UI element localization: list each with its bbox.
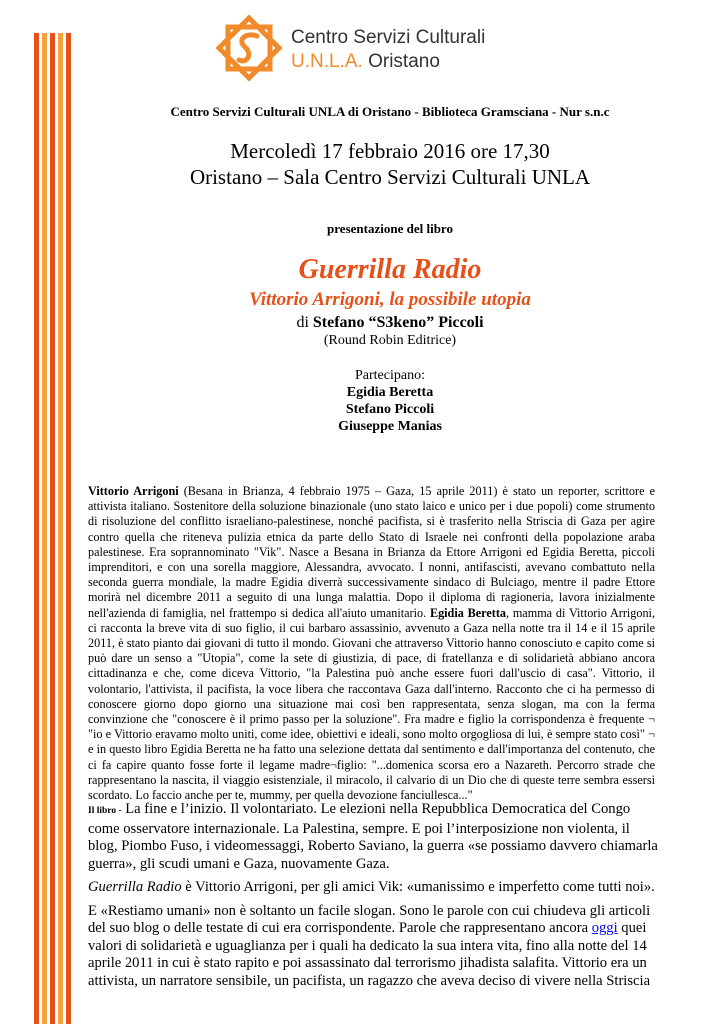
- libro-text: La fine e l’inizio. Il volontariato. Le elezioni nella Repubblica Democratica del Congo come osservatore internazionale. La Palestina, sempre. E poi l’interposizione non violenta, il blog, Piombo Fuso, i videomessaggi, Roberto Saviano, la guerra «se possiamo davvero chiamarla guerra», gli scudi umani e Gaza, nuovamente Gaza.: [88, 801, 658, 872]
- bio-text: (Besana in Brianza, 4 febbraio 1975 – Gaza, 15 aprile 2011) è stato un reporter, scrittore e attivista italiano. Sostenitore della soluzione binazionale (uno stato laico e unico per i due popoli) come strumento di risoluzione del conflitto israeliano-palestinese, nonché pacifista, si è trasferito nella Striscia di Gaza per agire contro quella che riteneva pulizia etnica da parte dello Stato di Israele nei confronti della popolazione araba palestinese. Era soprannominato "Vik". Nasce a Besana in Brianza da Ettore Arrigoni ed Egidia Beretta, piccoli imprenditori, e con una sorella maggiore, Alessandra, avvocato. I nonni, antifascisti, avevano combattuto nella seconda guerra mondiale, la madre Egidia diverrà successivamente sindaco di Bulciago, mentre il padre Ettore morirà nel dicembre 2011 a seguito di una lunga malattia. Dopo il diploma di ragioneria, lavora inizialmente nell'azienda di famiglia, nel frattempo si dedica all'aiuto umanitario.: [88, 484, 655, 620]
- libro-label: Il libro -: [88, 806, 122, 816]
- libro-text: quei valori di solidarietà e uguaglianza per i quali ha dedicato la sua intera vita, fino alla notte del 14 aprile 2011 in cui è stato rapito e poi assassinato dal terrorismo jihadista salafita. Vittorio era un attivista, un narratore sensibile, un pacifista, un ragazzo che aveva deciso di vivere nella Striscia: [88, 920, 651, 989]
- stripe: [66, 33, 71, 1024]
- participant-name: Giuseppe Manias: [338, 419, 442, 434]
- bio-name-vittorio: Vittorio Arrigoni: [88, 484, 179, 498]
- organizer-line: Centro Servizi Culturali UNLA di Oristano - Biblioteca Gramsciana - Nur s.n.c: [170, 104, 610, 119]
- author-name: Stefano “S3keno” Piccoli: [312, 314, 484, 331]
- libro-book-title: Guerrilla Radio: [88, 879, 182, 895]
- logo-text: [291, 26, 485, 74]
- libro-text: è Vittorio Arrigoni, per gli amici Vik: «umanissimo e imperfetto come tutti noi».: [181, 879, 655, 895]
- stripe: [34, 33, 39, 1024]
- participant-name: Egidia Beretta: [346, 385, 434, 400]
- stripe: [50, 33, 55, 1024]
- logo-city: Oristano: [368, 51, 440, 72]
- biography: [88, 484, 655, 803]
- presentation-label: presentazione del libro: [327, 221, 453, 236]
- book-title: Guerrilla Radio: [298, 254, 482, 285]
- libro-text: E «Restiamo umani» non è soltanto un facile slogan. Sono le parole con cui chiudeva gli articoli del suo blog o delle testate di cui era corrispondente. Parole che rappresentano ancora: [88, 902, 651, 936]
- stripe: [58, 33, 63, 1024]
- oggi-link[interactable]: oggi: [591, 920, 618, 936]
- participant-name: Stefano Piccoli: [345, 402, 435, 417]
- stripe: [42, 33, 47, 1024]
- book-subtitle: Vittorio Arrigoni, la possibile utopia: [249, 289, 531, 310]
- libro-paragraph-1: [88, 801, 660, 873]
- bio-name-egidia: Egidia Beretta: [429, 605, 506, 620]
- logo: [205, 6, 495, 92]
- author-prefix: di: [296, 314, 313, 331]
- event-date: Mercoledì 17 febbraio 2016 ore 17,30: [230, 139, 550, 163]
- bio-text: , mamma di Vittorio Arrigoni, ci racconta la breve vita di suo figlio, il cui barbaro assassinio, avvenuto a Gaza nella notte tra il 14 e il 15 aprile 2011, è stato pianto dai giovani di tutto il mondo. Giovani che attraverso Vittorio hanno conosciuto e capito come si può dare un senso a "Utopia", come la sete di giustizia, di pace, di fratellanza e di solidarietà abbiano ancora cittadinanza e che, come diceva Vittorio, "la Palestina può anche essere fuori dall'uscio di casa". Vittorio, il volontario, l'attivista, il pacifista, la voce libera che raccontava Gaza dall'interno. Racconto che ci ha permesso di conoscere giorno dopo giorno una situazione mai così ben rappresentata, senza slogan, ma con la ferma convinzione che "conoscere è il primo passo per la soluzione". Fra madre e figlio la corrispondenza è frequente ¬ "io e Vittorio eravamo molto uniti, come idee, obiettivi e ideali, sono molto orgogliosa di lui, è sempre stato così" ¬ e in questo libro Egidia Beretta ne ha fatto una selezione dettata dal sentimento e dall'importanza del contenuto, che ci fa capire quanto fosse forte il legame madre¬figlio: "...domenica scorsa ero a Nazareth. Percorro strade che rappresentano la nascita, il viaggio esistenziale, il miracolo, il calvario di un Dio che di queste terre sembra essersi scordato. Lo faccio anche per te, mummy, per quella devozione fanciullesca...": [88, 605, 655, 803]
- participants-label: Partecipano:: [355, 368, 425, 383]
- logo-title: Centro Servizi Culturali: [291, 27, 486, 48]
- libro-paragraph-2: [88, 879, 660, 897]
- book-author: [80, 314, 700, 332]
- logo-subtitle: [291, 50, 485, 74]
- book-description: [88, 801, 660, 996]
- participants: [80, 367, 700, 435]
- libro-paragraph-3: [88, 903, 660, 991]
- event-place: Oristano – Sala Centro Servizi Culturali UNLA: [189, 165, 591, 189]
- event-date-place: [80, 138, 700, 190]
- book-publisher: (Round Robin Editrice): [323, 333, 457, 348]
- unla-logo-icon: [215, 14, 283, 82]
- biography-paragraph: [88, 484, 655, 803]
- logo-unla: U.N.L.A.: [291, 51, 363, 72]
- decorative-stripes: [34, 33, 72, 1024]
